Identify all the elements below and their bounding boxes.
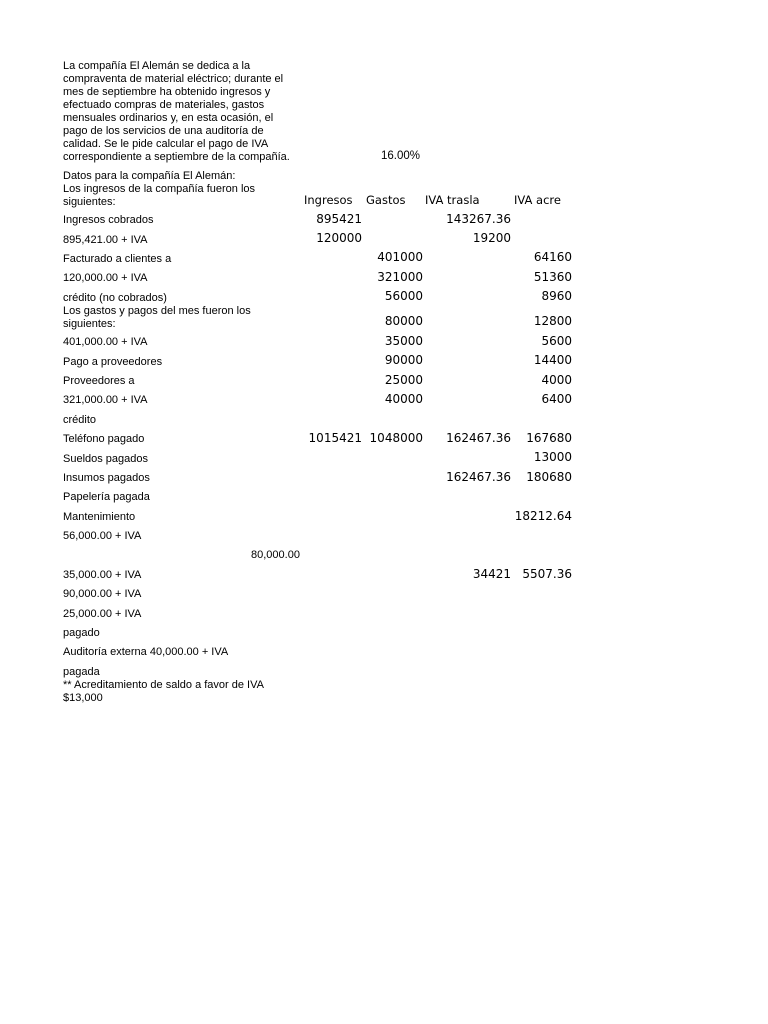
total-gastos: 1048000 [369, 431, 423, 445]
label-facturado: Facturado a clientes a [63, 253, 172, 265]
header-iva-acre: IVA acre [514, 193, 561, 207]
header-gastos: Gastos [366, 193, 406, 207]
extra-value: 34421 [472, 567, 511, 581]
label-telefono: Teléfono pagado [63, 433, 145, 445]
label-amount: 56,000.00 + IVA [63, 530, 142, 542]
net-iva-trasla: 162467.36 [446, 470, 511, 484]
iva-trasla-value: 19200 [472, 231, 511, 245]
total-iva-acre: 167680 [526, 431, 572, 445]
label-auditoria: Auditoría externa 40,000.00 + IVA [63, 646, 229, 658]
problem-line: pago de los servicios de una auditoría de [63, 125, 264, 137]
result-value: 18212.64 [514, 509, 572, 523]
total-iva-trasla: 162467.36 [446, 431, 511, 445]
label-pago-proveedores: Pago a proveedores [63, 356, 163, 368]
iva-acre-value: 5600 [541, 334, 572, 348]
ingresos-value: 120000 [316, 231, 362, 245]
label-credito: crédito [63, 414, 97, 426]
label-papeleria: Papelería pagada [63, 491, 150, 503]
header-ingresos: Ingresos [304, 193, 353, 207]
datos-line: siguientes: [63, 196, 116, 208]
problem-line: mensuales ordinarios y, en esta ocasión, el [63, 112, 274, 124]
label-gastos-intro: Los gastos y pagos del mes fueron los [63, 305, 251, 317]
problem-line: compraventa de material eléctrico; durante el [63, 73, 284, 85]
label-proveedores: Proveedores a [63, 375, 135, 387]
label-ingresos-cobrados: Ingresos cobrados [63, 214, 154, 226]
label-amount: 120,000.00 + IVA [63, 272, 148, 284]
label-pagado: pagado [63, 627, 100, 639]
datos-line: Datos para la compañía El Alemán: [63, 170, 236, 182]
problem-line: calidad. Se le pide calcular el pago de IVA [63, 138, 269, 150]
problem-line: La compañía El Alemán se dedica a la [63, 60, 251, 72]
gastos-value: 321000 [377, 270, 423, 284]
label-insumos: Insumos pagados [63, 472, 150, 484]
gastos-value: 25000 [384, 373, 423, 387]
iva-acre-value: 64160 [533, 250, 572, 264]
label-gastos-intro: siguientes: [63, 318, 116, 330]
gastos-value: 80000 [384, 314, 423, 328]
label-saldo: $13,000 [63, 692, 103, 704]
ingresos-value: 895421 [316, 212, 362, 226]
problem-line: correspondiente a septiembre de la compañía. [63, 151, 290, 163]
label-mantenimiento: Mantenimiento [63, 511, 136, 523]
label-credito-no-cobrados: crédito (no cobrados) [63, 292, 167, 304]
label-amount: 25,000.00 + IVA [63, 608, 142, 620]
iva-acre-value: 8960 [541, 289, 572, 303]
iva-trasla-value: 143267.36 [446, 212, 511, 226]
iva-acre-value: 14400 [533, 353, 572, 367]
iva-acre-value: 51360 [533, 270, 572, 284]
problem-line: mes de septiembre ha obtenido ingresos y [63, 86, 271, 98]
label-amount: 90,000.00 + IVA [63, 588, 142, 600]
iva-acre-value: 12800 [533, 314, 572, 328]
iva-acre-value: 6400 [541, 392, 572, 406]
header-iva-trasla: IVA trasla [425, 193, 480, 207]
net-iva-acre: 180680 [526, 470, 572, 484]
iva-rate: 16.00% [381, 150, 421, 162]
label-amount: 321,000.00 + IVA [63, 394, 148, 406]
problem-line: efectuado compras de materiales, gastos [63, 99, 265, 111]
gastos-value: 56000 [384, 289, 423, 303]
gastos-value: 90000 [384, 353, 423, 367]
iva-acre-value: 4000 [541, 373, 572, 387]
label-amount: 895,421.00 + IVA [63, 234, 148, 246]
datos-line: Los ingresos de la compañía fueron los [63, 183, 256, 195]
label-amount: 80,000.00 [251, 549, 300, 561]
label-amount: 35,000.00 + IVA [63, 569, 142, 581]
label-pagada: pagada [63, 666, 100, 678]
gastos-value: 40000 [384, 392, 423, 406]
label-acreditamiento: ** Acreditamiento de saldo a favor de IVA [63, 679, 264, 691]
label-sueldos: Sueldos pagados [63, 453, 149, 465]
saldo-favor-value: 13000 [533, 450, 572, 464]
extra-value: 5507.36 [522, 567, 572, 581]
gastos-value: 401000 [377, 250, 423, 264]
total-ingresos: 1015421 [308, 431, 362, 445]
label-amount: 401,000.00 + IVA [63, 336, 148, 348]
gastos-value: 35000 [384, 334, 423, 348]
